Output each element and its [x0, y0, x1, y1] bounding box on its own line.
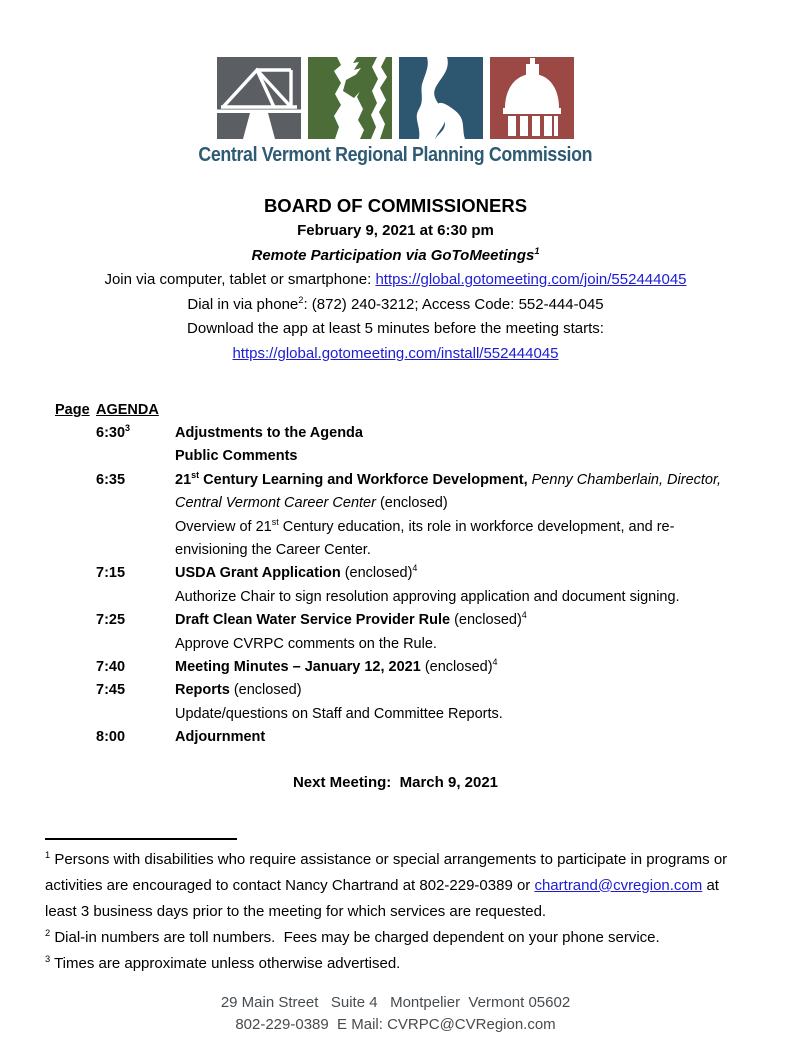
agenda-time: 6:35	[96, 471, 126, 488]
text-segment: (enclosed)	[340, 565, 413, 582]
text-segment: Approve CVRPC comments on the Rule.	[175, 635, 437, 652]
footer-address: 29 Main Street Suite 4 Montpelier Vermont 05602	[220, 993, 571, 1011]
vermont-tile-icon	[308, 57, 392, 139]
agenda-header-row	[55, 399, 791, 422]
join-line	[0, 268, 791, 293]
text-segment: at least 3 business days prior to the meeting for which services are requested.	[45, 876, 719, 920]
agenda-content	[175, 679, 775, 726]
footer-contact: 802-229-0389 E Mail: CVRPC@CVRegion.com	[235, 1016, 556, 1034]
agenda-time: 8:00	[96, 729, 126, 746]
text-segment: Persons with disabilities who require assistance or special arrangements to participate in programs or activities are encouraged to contact Nancy Chartrand at 802-229-0389 or	[45, 850, 728, 894]
agenda-column-header: AGENDA	[96, 402, 159, 418]
footnote	[45, 847, 746, 925]
text-segment: Central Vermont Career Center	[175, 495, 376, 512]
text-segment: Times are approximate unless otherwise advertised.	[50, 954, 401, 972]
agenda-content	[175, 562, 775, 609]
join-meeting-link[interactable]: https://global.gotomeeting.com/join/552444045	[375, 271, 687, 288]
superscript: 4	[492, 657, 498, 668]
superscript: 1	[45, 849, 51, 860]
agenda-rows	[55, 422, 791, 750]
text-segment: Century Learning and Workforce Development,	[199, 471, 528, 488]
agenda-time: 7:25	[96, 612, 126, 629]
next-meeting-line: Next Meeting: March 9, 2021	[292, 773, 499, 791]
footnote-ref-2: 2	[298, 294, 304, 305]
agenda-time: $6:30^3$	[96, 423, 131, 441]
page-title: BOARD OF COMMISSIONERS	[263, 195, 528, 216]
remote-participation-text: Remote Participation via GoToMeetings	[251, 246, 535, 264]
agenda-time: 7:40	[96, 659, 126, 676]
agenda-content	[175, 609, 775, 656]
text-segment: Dial-in numbers are toll numbers. Fees may be charged dependent on your phone service.	[50, 928, 660, 946]
superscript: 3	[125, 423, 131, 434]
agenda-content	[175, 656, 775, 679]
text-segment: USDA Grant Application	[175, 565, 341, 582]
bridge-tile-icon	[217, 57, 301, 139]
agenda-content	[175, 445, 775, 468]
logo-caption: Central Vermont Regional Planning Commission	[198, 144, 593, 166]
logo-tiles	[0, 57, 791, 139]
remote-participation-line	[0, 244, 791, 269]
agenda-row	[55, 445, 791, 468]
footnote	[45, 951, 746, 977]
agenda-row	[55, 726, 791, 749]
text-segment: (enclosed)	[450, 612, 522, 629]
page-footer	[0, 992, 791, 1037]
logo-caption-wrap	[0, 144, 791, 167]
agenda-row	[55, 422, 791, 445]
text-segment: Overview of 21	[175, 518, 272, 535]
text-segment: envisioning the Career Center.	[175, 542, 371, 559]
text-segment: Adjournment	[175, 729, 266, 746]
agenda-row	[55, 656, 791, 679]
join-label: Join via computer, tablet or smartphone:	[104, 271, 376, 288]
text-segment: Update/questions on Staff and Committee Reports.	[175, 705, 503, 722]
text-segment: Meeting Minutes – January 12, 2021	[175, 659, 421, 676]
text-segment: Adjustments to the Agenda	[175, 425, 363, 441]
text-segment: Century education, its role in workforce development, and re-	[278, 518, 675, 535]
agenda-row	[55, 609, 791, 656]
install-line	[0, 342, 791, 367]
text-segment: (enclosed)	[229, 682, 302, 699]
footnote	[45, 925, 746, 951]
text-segment: Penny Chamberlain, Director,	[527, 471, 722, 488]
chartrand-email-link[interactable]: chartrand@cvregion.com	[534, 876, 703, 894]
agenda-time: 7:15	[96, 565, 126, 582]
superscript: st	[191, 469, 200, 480]
agenda-content	[175, 469, 775, 563]
agenda-content	[175, 422, 775, 445]
agenda-time	[55, 445, 175, 468]
text-segment: (enclosed)	[375, 495, 448, 512]
superscript: st	[271, 516, 279, 527]
text-segment: Public Comments	[175, 448, 298, 465]
agenda-time: 7:45	[96, 682, 126, 699]
footnote-ref-1: 1	[534, 245, 540, 256]
footnote-separator	[45, 838, 237, 840]
footnotes	[45, 847, 746, 977]
text-segment: Reports	[175, 682, 230, 699]
cvrpc-logo	[0, 0, 791, 167]
download-line: Download the app at least 5 minutes before the meeting starts:	[187, 320, 604, 337]
agenda-row	[55, 469, 791, 563]
agenda-section	[55, 399, 791, 750]
text-segment: Authorize Chair to sign resolution approving application and document signing.	[175, 588, 680, 605]
superscript: 4	[412, 563, 418, 574]
page-column-header: Page	[55, 402, 90, 418]
meeting-datetime: February 9, 2021 at 6:30 pm	[297, 222, 494, 239]
agenda-row	[55, 562, 791, 609]
text-segment: 21	[175, 471, 192, 488]
dial-suffix: : (872) 240-3212; Access Code: 552-444-045	[303, 295, 604, 313]
agenda-row	[55, 679, 791, 726]
capitol-dome-tile-icon	[490, 57, 574, 139]
agenda-content	[175, 726, 775, 749]
superscript: 4	[521, 610, 527, 621]
text-segment: Draft Clean Water Service Provider Rule	[175, 612, 451, 629]
install-app-link[interactable]: https://global.gotomeeting.com/install/552444045	[232, 344, 559, 362]
text-segment: (enclosed)	[420, 659, 493, 676]
superscript: 2	[45, 927, 51, 938]
dial-prefix: Dial in via phone	[187, 295, 299, 313]
river-tile-icon	[399, 57, 483, 139]
meeting-header	[0, 192, 791, 366]
dial-line	[0, 293, 791, 318]
superscript: 3	[45, 953, 51, 964]
